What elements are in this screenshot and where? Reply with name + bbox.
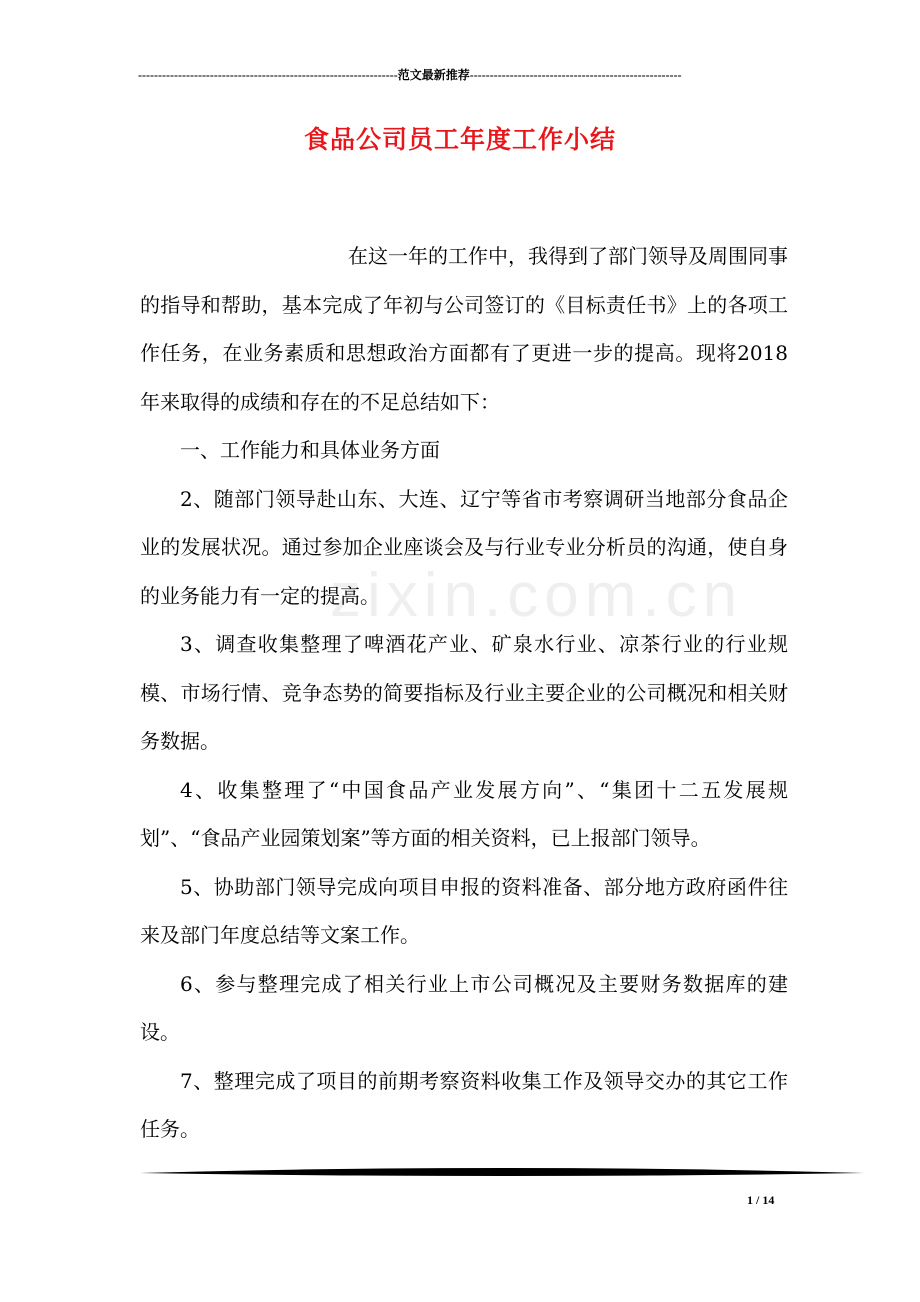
intro-paragraph: 在这一年的工作中，我得到了部门领导及周围同事的指导和帮助，基本完成了年初与公司签订的《目标责任书》上的各项工作任务，在业务素质和思想政治方面都有了更进一步的提高。现将2018年来取得的成绩和存在的不足总结如下： — [140, 244, 788, 414]
section-heading: 一、工作能力和具体业务方面 — [180, 438, 440, 462]
list-item: 3、调查收集整理了啤酒花产业、矿泉水行业、凉茶行业的行业规模、市场行情、竞争态势的简要指标及行业主要企业的公司概况和相关财务数据。 — [140, 632, 788, 753]
footer-divider — [140, 1165, 864, 1181]
list-item: 7、整理完成了项目的前期考察资料收集工作及领导交办的其它工作任务。 — [140, 1068, 788, 1141]
page-number: 1 / 14 — [747, 1193, 775, 1207]
list-item: 5、协助部门领导完成向项目申报的资料准备、部分地方政府函件往来及部门年度总结等文案工作。 — [140, 874, 788, 947]
document-title: 食品公司员工年度工作小结 — [303, 125, 616, 154]
watermark: zixin.com.cn — [330, 561, 744, 630]
page-header: -----------------------------------------------------------------范文最新推荐----------------------------------------------------- — [138, 68, 682, 82]
document-body — [140, 232, 788, 1154]
list-item: 2、随部门领导赴山东、大连、辽宁等省市考察调研当地部分食品企业的发展状况。通过参加企业座谈会及与行业专业分析员的沟通，使自身的业务能力有一定的提高。 — [140, 486, 788, 608]
list-item: 6、参与整理完成了相关行业上市公司概况及主要财务数据库的建设。 — [140, 971, 788, 1044]
list-item: 4、收集整理了“中国食品产业发展方向”、“集团十二五发展规划”、“食品产业园策划案”等方面的相关资料，已上报部门领导。 — [140, 777, 788, 850]
